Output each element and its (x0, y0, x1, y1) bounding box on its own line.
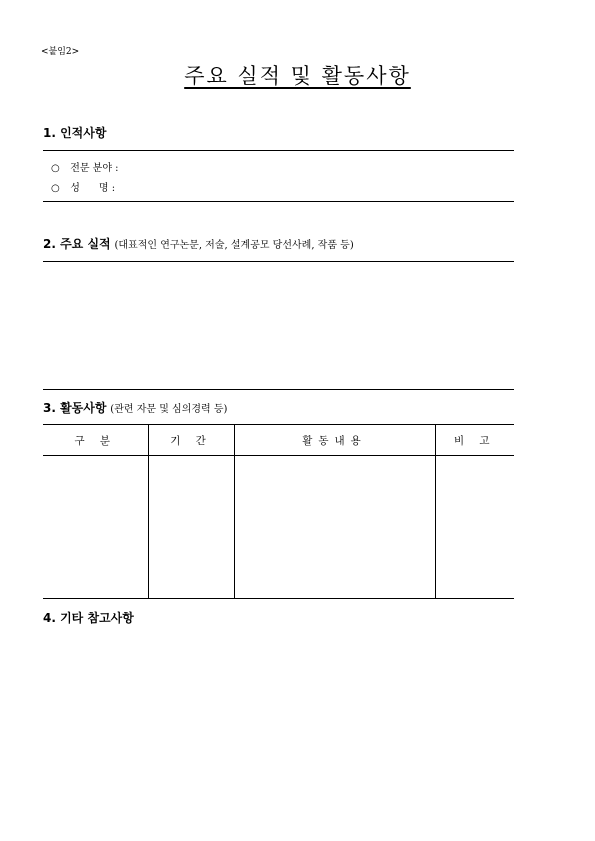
bullet-circle-icon: ○ (51, 163, 60, 174)
section2-bottom-rule (43, 389, 514, 390)
table-cell-category (43, 456, 148, 599)
section1-top-rule (43, 150, 514, 151)
section1-bottom-rule (43, 201, 514, 202)
column-header-period: 기 간 (148, 425, 234, 456)
table-header-row (43, 425, 514, 456)
section2-note: (대표적인 연구논문, 저술, 설계공모 당선사례, 작품 등) (114, 240, 354, 251)
column-header-category: 구 분 (43, 425, 148, 456)
column-header-remarks: 비 고 (435, 425, 514, 456)
section3-heading-row (43, 399, 227, 416)
page-title: 주요 실적 및 활동사항 (184, 64, 411, 88)
section3-note: (관련 자문 및 심의경력 등) (110, 404, 228, 415)
section2-heading-row (43, 235, 354, 252)
column-header-activity: 활동내용 (234, 425, 435, 456)
section1-heading: 1. 인적사항 (43, 126, 107, 140)
activity-table (43, 424, 514, 599)
bullet-circle-icon: ○ (51, 183, 60, 194)
section2-top-rule (43, 261, 514, 262)
field-name-label: 성 명 : (70, 183, 116, 194)
table-row (43, 456, 514, 599)
field-specialty (51, 159, 119, 174)
table-cell-period (148, 456, 234, 599)
attachment-label: <붙임2> (41, 47, 80, 57)
table-cell-remarks (435, 456, 514, 599)
section4-heading: 4. 기타 참고사항 (43, 611, 134, 625)
field-name (51, 179, 115, 194)
section4-heading-row (43, 609, 134, 626)
table-cell-activity (234, 456, 435, 599)
section3-heading: 3. 활동사항 (43, 401, 107, 415)
section2-heading: 2. 주요 실적 (43, 237, 111, 251)
page-title-wrapper (0, 60, 595, 90)
section1-heading-row (43, 124, 106, 141)
field-specialty-label: 전문 분야 : (70, 163, 119, 174)
